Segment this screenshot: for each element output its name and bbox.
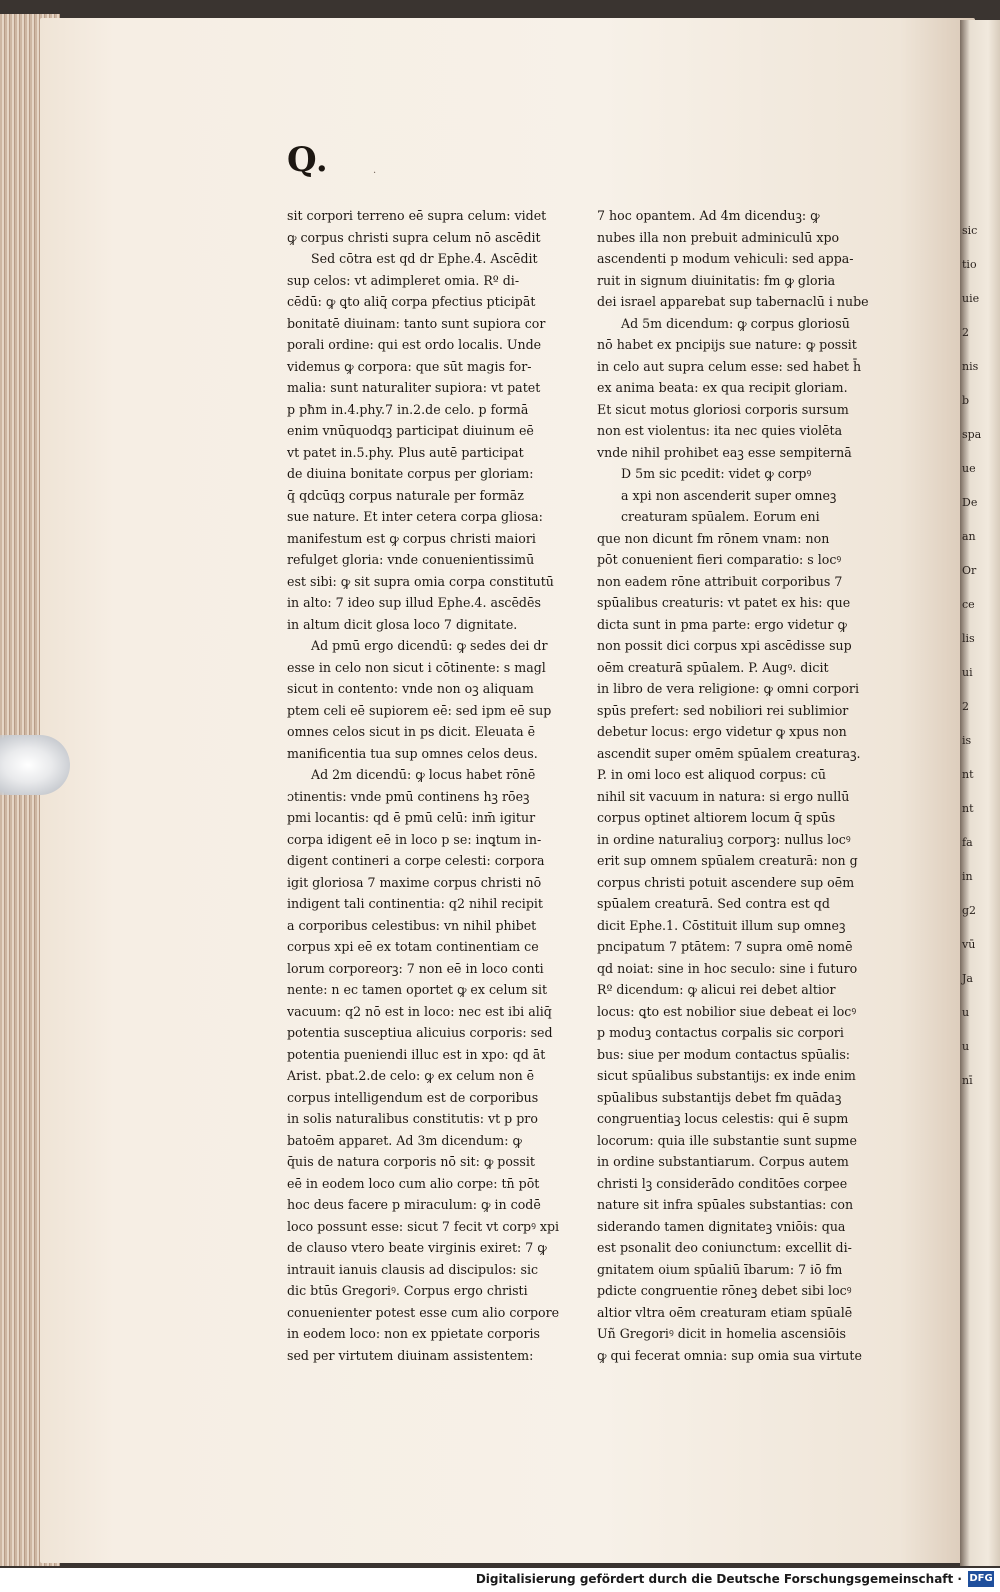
text-line: Ad pmū ergo dicendū: ꝙ sedes dei dr [311, 638, 548, 653]
facing-page-edge [960, 20, 1000, 1566]
page-clip-icon [0, 735, 70, 795]
facing-page-fragment: nt [962, 802, 974, 815]
text-line: in solis naturalibus constitutis: vt p pro [287, 1111, 538, 1126]
funding-credit: Digitalisierung gefördert durch die Deutsche Forschungsgemeinschaft · [475, 1572, 962, 1586]
page-heading-letter: Q. [287, 140, 329, 180]
facing-page-fragment: u [962, 1006, 970, 1019]
text-line: malia: sunt naturaliter supiora: vt patet [287, 380, 541, 395]
text-line: a xpi non ascenderit super omneꝫ [621, 487, 837, 503]
text-line: nō habet ex pncipijs sue nature: ꝙ possit [597, 337, 857, 352]
text-line: digent contineri a corpe celesti: corpora [287, 853, 545, 868]
facing-page-fragment: b [962, 394, 970, 407]
text-line: ptem celi eē supiorem eē: sed ipm eē sup [287, 702, 552, 718]
facing-page-fragment: an [962, 530, 976, 543]
text-line: vacuum: q2 nō est in loco: nec est ibi aliq̄ [287, 1003, 552, 1019]
text-line: non eadem rōne attribuit corporibus 7 [597, 573, 843, 589]
text-line: que non dicunt fm rōnem vnam: non [597, 530, 830, 546]
text-line: indigent tali continentia: q2 nihil recipit [287, 896, 543, 911]
text-line: ex anima beata: ex qua recipit gloriam. [597, 380, 848, 395]
text-line: de clauso vtero beate virginis exiret: 7 ꝙ [287, 1240, 547, 1255]
text-line: lorum corporeorꝫ: 7 non eē in loco conti [287, 960, 544, 976]
facing-page-fragment: De [962, 496, 978, 509]
text-line: Uñ Gregoriꝰ dicit in homelia ascensiōis [597, 1326, 846, 1341]
text-line: manifestum est ꝙ corpus christi maiori [287, 530, 536, 546]
dfg-logo: DFG [968, 1571, 994, 1587]
text-line: nihil sit vacuum in natura: si ergo nullū [597, 788, 850, 804]
facing-page-fragment: nis [962, 360, 979, 373]
facing-page-fragment: fa [962, 836, 973, 849]
text-line: vnde nihil prohibet eaꝫ esse sempiternā [597, 444, 852, 460]
text-line: nubes illa non prebuit adminiculū xpo [597, 229, 840, 245]
text-line: hoc deus facere p miraculum: ꝙ in codē [287, 1197, 541, 1212]
facing-page-fragment: nt [962, 768, 974, 781]
text-line: pmi locantis: qd ē pmū celū: inm̄ igitur [287, 810, 536, 825]
text-line: bonitatē diuinam: tanto sunt supiora cor [287, 315, 546, 331]
text-line: non possit dici corpus xpi ascēdisse sup [597, 638, 852, 653]
facing-page-fragment: ue [962, 462, 976, 475]
text-line: corpus christi potuit ascendere sup oēm [597, 874, 855, 890]
facing-page-fragment: lis [962, 632, 975, 645]
facing-page-fragment: vū [962, 938, 976, 951]
text-column-right [597, 205, 887, 1366]
facing-page-fragment: sic [962, 224, 978, 237]
text-line: batoēm apparet. Ad 3m dicendum: ꝙ [287, 1132, 522, 1148]
text-line: christi lꝫ considerādo conditōes corpee [597, 1175, 848, 1191]
facing-page-fragment: in [962, 870, 973, 883]
text-line: intrauit ianuis clausis ad discipulos: sic [287, 1261, 539, 1277]
text-line: gnitatem oium spūaliū ībarum: 7 iō fm [597, 1261, 843, 1277]
text-line: manificentia tua sup omnes celos deus. [287, 745, 538, 761]
text-line: dei israel apparebat sup tabernaclū i nube [597, 294, 869, 309]
facing-page-fragment: tio [962, 258, 977, 271]
text-line: sup celos: vt adimpleret omia. Rº di- [287, 272, 520, 288]
text-line: Et sicut motus gloriosi corporis sursum [597, 401, 849, 417]
text-line: loco possunt esse: sicut 7 fecit vt corpꝰ xpi [287, 1218, 560, 1234]
text-line: ruit in signum diuinitatis: fm ꝙ gloria [597, 272, 836, 288]
text-line: corpus xpi eē ex totam continentiam ce [287, 939, 539, 954]
text-line: eē in eodem loco cum alio corpe: tn̄ pōt [287, 1175, 540, 1191]
heading-mark: · [373, 168, 377, 179]
text-line: ꝙ qui fecerat omnia: sup omia sua virtute [597, 1347, 862, 1363]
text-line: pdicte congruentie rōneꝫ debet sibi locꝰ [597, 1283, 852, 1298]
text-line: in ordine substantiarum. Corpus autem [597, 1154, 849, 1169]
text-line: ascendit super omēm spūalem creaturaꝫ. [597, 745, 861, 761]
text-line: ascendenti p modum vehiculi: sed appa- [597, 251, 854, 266]
text-line: in libro de vera religione: ꝙ omni corpori [597, 681, 859, 696]
text-line: potentia pueniendi illuc est in xpo: qd āt [287, 1046, 546, 1062]
text-line: sue nature. Et inter cetera corpa gliosa: [287, 509, 543, 524]
text-line: sicut in contento: vnde non oꝫ aliquam [287, 681, 534, 696]
text-line: videmus ꝙ corpora: que sūt magis for- [287, 358, 532, 374]
text-line: enim vnūquodqꝫ participat diuinum eē [287, 423, 534, 438]
text-line: cēdū: ꝙ ꝗto aliq̄ corpa pfectius pticipāt [287, 294, 536, 309]
text-line: ɔtinentis: vnde pmū continens hꝫ rōeꝫ [287, 788, 530, 804]
text-line: vt patet in.5.phy. Plus autē participat [287, 444, 524, 460]
facing-page-fragment: is [962, 734, 972, 747]
facing-page-fragment: g2 [962, 904, 977, 917]
text-line: p moduꝫ contactus corpalis sic corpori [597, 1025, 844, 1040]
facing-page-fragment: u [962, 1040, 970, 1053]
text-line: corpus optinet altiorem locum q̄ spūs [597, 810, 836, 825]
text-line: non est violentus: ita nec quies violēta [597, 423, 843, 438]
text-column-left [287, 205, 575, 1366]
text-line: potentia susceptiua alicuius corporis: sed [287, 1025, 553, 1040]
facing-page-fragment: 2 [962, 700, 969, 713]
text-line: est psonalit deo coniunctum: excellit di- [597, 1240, 852, 1255]
text-line: sed per virtutem diuinam assistentem: [287, 1347, 534, 1363]
text-line: qd noiat: sine in hoc seculo: sine i futuro [597, 960, 858, 976]
text-line: P. in omi loco est aliquod corpus: cū [597, 767, 826, 782]
text-line: in ordine naturaliuꝫ corporꝫ: nullus locꝰ [597, 831, 851, 847]
text-line: altior vltra oēm creaturam etiam spūalē [597, 1304, 853, 1320]
facing-page-fragment: spa [962, 428, 982, 441]
text-line: erit sup omnem spūalem creaturā: non g [597, 853, 858, 868]
text-line: oēm creaturā spūalem. P. Augꝰ. dicit [597, 659, 829, 675]
text-line: q̄ qdcūqꝫ corpus naturale per formāz [287, 487, 524, 503]
text-line: sit corpori terreno eē supra celum: videt [287, 208, 547, 223]
text-line: dic btūs Gregoriꝰ. Corpus ergo christi [287, 1283, 528, 1298]
text-line: Arist. pbat.2.de celo: ꝙ ex celum non ē [287, 1068, 535, 1083]
facing-page-fragment: ce [962, 598, 975, 611]
text-line: igit gloriosa 7 maxime corpus christi nō [287, 874, 542, 890]
text-line: Rº dicendum: ꝙ alicui rei debet altior [597, 982, 836, 997]
text-line: est sibi: ꝙ sit supra omia corpa constitutū [287, 573, 554, 589]
text-line: dicta sunt in pma parte: ergo videtur ꝙ [597, 616, 847, 632]
text-line: nente: n ec tamen oportet ꝙ ex celum sit [287, 982, 548, 997]
text-line: a corporibus celestibus: vn nihil phibet [287, 917, 537, 933]
facing-page-fragment: nī [962, 1074, 973, 1087]
facing-page-fragment: Or [962, 564, 977, 577]
text-line: omnes celos sicut in ps dicit. Eleuata ē [287, 724, 536, 739]
text-line: corpa idigent eē in loco p se: inꝗtum in- [287, 831, 542, 847]
text-line: debetur locus: ergo videtur ꝙ xpus non [597, 724, 847, 739]
text-line: de diuina bonitate corpus per gloriam: [287, 466, 534, 481]
text-line: creaturam spūalem. Eorum eni [621, 509, 820, 524]
text-line: dicit Ephe.1. Cōstituit illum sup omneꝫ [597, 917, 846, 933]
text-line: esse in celo non sicut i cōtinente: s magl [287, 659, 546, 675]
footer-bar [0, 1568, 1000, 1592]
text-line: in eodem loco: non ex ppietate corporis [287, 1326, 540, 1341]
text-line: locorum: quia ille substantie sunt supme [597, 1132, 857, 1148]
text-line: ꝙ corpus christi supra celum nō ascēdit [287, 229, 541, 245]
text-line: p pħm in.4.phy.7 in.2.de celo. p formā [287, 401, 529, 417]
facing-page-fragment: 2 [962, 326, 969, 339]
text-line: conuenienter potest esse cum alio corpore [287, 1304, 560, 1320]
text-line: congruentiaꝫ locus celestis: qui ē supm [597, 1111, 849, 1126]
text-line: siderando tamen dignitateꝫ vniōis: qua [597, 1218, 846, 1234]
text-line: in celo aut supra celum esse: sed habet h̄ [597, 358, 862, 374]
facing-page-fragment: Ja [962, 972, 973, 985]
text-line: bus: siue per modum contactus spūalis: [597, 1046, 851, 1062]
text-line: in alto: 7 ideo sup illud Ephe.4. ascēdēs [287, 595, 541, 610]
text-line: 7 hoc opantem. Ad 4m dicenduꝫ: ꝙ [597, 208, 820, 223]
text-line: pōt conuenient fieri comparatio: s locꝰ [597, 552, 842, 567]
text-line: Ad 5m dicendum: ꝙ corpus gloriosū [621, 315, 850, 331]
text-line: refulget gloria: vnde conuenientissimū [287, 552, 535, 567]
text-line: q̄uis de natura corporis nō sit: ꝙ possit [287, 1154, 535, 1169]
text-line: corpus intelligendum est de corporibus [287, 1089, 539, 1105]
text-line: spūalibus substantijs debet fm quādaꝫ [597, 1089, 842, 1105]
text-line: nature sit infra spūales substantias: con [597, 1197, 854, 1212]
text-line: Ad 2m dicendū: ꝙ locus habet rōnē [311, 767, 536, 782]
text-line: D 5m sic pcedit: videt ꝙ corpꝰ [621, 466, 812, 481]
text-line: spūs prefert: sed nobiliori rei sublimior [597, 702, 849, 718]
text-line: porali ordine: qui est ordo localis. Unde [287, 337, 542, 352]
text-line: in altum dicit glosa loco 7 dignitate. [287, 616, 518, 632]
text-line: spūalem creaturā. Sed contra est qd [597, 896, 830, 911]
text-line: Sed cōtra est qd dr Ephe.4. Ascēdit [311, 251, 538, 266]
text-line: locus: ꝗto est nobilior siue debeat ei locꝰ [597, 1003, 857, 1019]
facing-page-fragment: uie [962, 292, 980, 305]
text-line: sicut spūalibus substantijs: ex inde enim [597, 1068, 856, 1083]
text-line: pncipatum 7 ptātem: 7 supra omē nomē [597, 939, 853, 954]
facing-page-fragment: ui [962, 666, 973, 679]
text-line: spūalibus creaturis: vt patet ex his: que [597, 595, 851, 610]
